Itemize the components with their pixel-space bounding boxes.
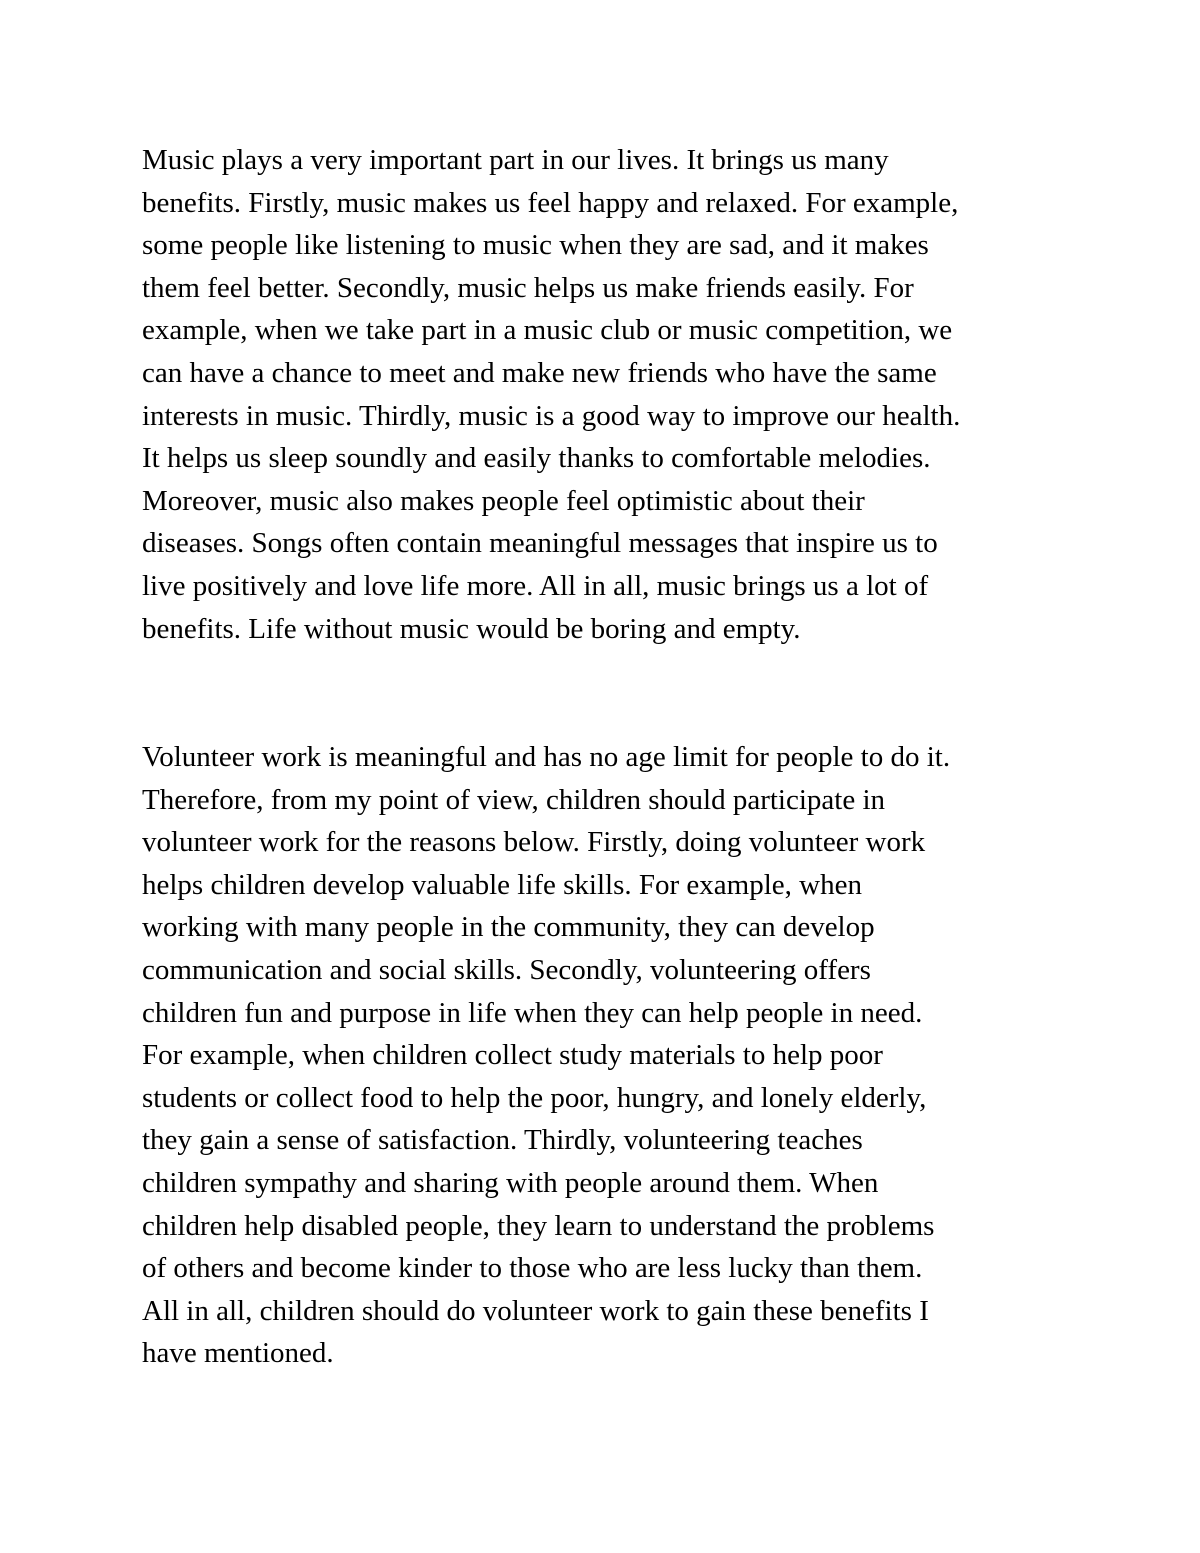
text-line: example, when we take part in a music club or music competition, we xyxy=(142,314,953,347)
text-line: they gain a sense of satisfaction. Thirdly, volunteering teaches xyxy=(142,1124,863,1157)
text-line: benefits. Firstly, music makes us feel happy and relaxed. For example, xyxy=(142,186,959,219)
text-line: Music plays a very important part in our lives. It brings us many xyxy=(142,144,889,176)
text-line: them feel better. Secondly, music helps us make friends easily. For xyxy=(142,271,914,304)
text-line: Volunteer work is meaningful and has no age limit for people to do it. xyxy=(142,741,951,773)
text-line: For example, when children collect study materials to help poor xyxy=(142,1039,883,1072)
text-line: students or collect food to help the poor, hungry, and lonely elderly, xyxy=(142,1081,927,1114)
text-line: children sympathy and sharing with people around them. When xyxy=(142,1166,879,1199)
text-line: communication and social skills. Secondly, volunteering offers xyxy=(142,953,871,986)
text-line: benefits. Life without music would be boring and empty. xyxy=(142,612,801,645)
text-line: children fun and purpose in life when they can help people in need. xyxy=(142,996,923,1029)
text-line: It helps us sleep soundly and easily thanks to comfortable melodies. xyxy=(142,442,931,475)
text-line: have mentioned. xyxy=(142,1337,334,1370)
text-line: some people like listening to music when they are sad, and it makes xyxy=(142,229,929,262)
text-line: helps children develop valuable life skills. For example, when xyxy=(142,868,862,901)
text-line: volunteer work for the reasons below. Firstly, doing volunteer work xyxy=(142,826,926,859)
text-line: of others and become kinder to those who are less lucky than them. xyxy=(142,1252,923,1285)
text-line: All in all, children should do volunteer work to gain these benefits I xyxy=(142,1294,929,1327)
paragraph-music xyxy=(142,139,1082,650)
paragraph-volunteer-work xyxy=(142,736,1082,1375)
text-line: children help disabled people, they learn to understand the problems xyxy=(142,1209,935,1242)
text-line: interests in music. Thirdly, music is a good way to improve our health. xyxy=(142,399,961,432)
text-line: Moreover, music also makes people feel optimistic about their xyxy=(142,484,865,517)
text-line: Therefore, from my point of view, children should participate in xyxy=(142,783,886,816)
text-line: working with many people in the community, they can develop xyxy=(142,911,875,944)
text-line: live positively and love life more. All in all, music brings us a lot of xyxy=(142,569,929,602)
text-line: diseases. Songs often contain meaningful messages that inspire us to xyxy=(142,527,938,560)
text-line: can have a chance to meet and make new friends who have the same xyxy=(142,356,937,389)
